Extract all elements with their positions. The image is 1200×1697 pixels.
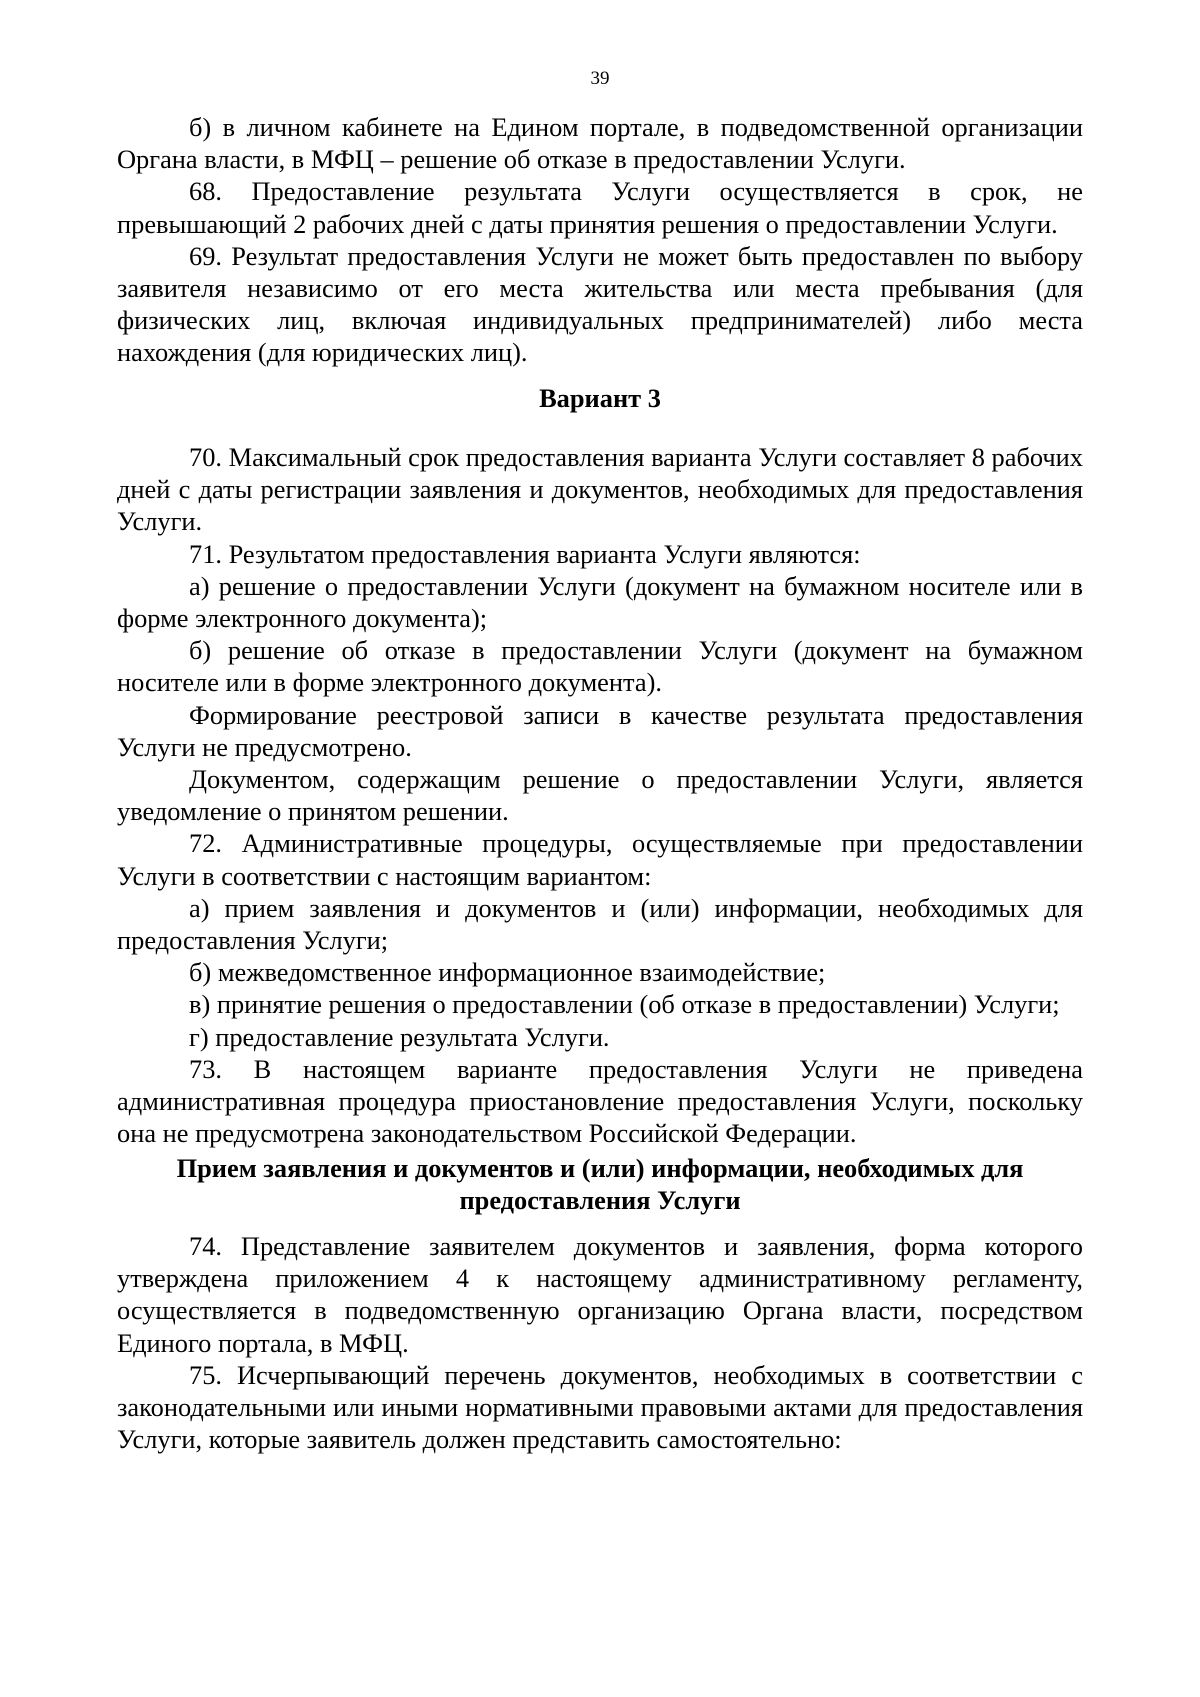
paragraph: Документом, содержащим решение о предоставлении Услуги, является уведомление о принятом решении. — [117, 764, 1083, 827]
paragraph: б) решение об отказе в предоставлении Услуги (документ на бумажном носителе или в форме электронного документа). — [117, 635, 1083, 698]
paragraph: г) предоставление результата Услуги. — [189, 1021, 610, 1052]
paragraph: б) межведомственное информационное взаимодействие; — [189, 957, 826, 988]
section-results-delivery — [117, 111, 1083, 369]
paragraph: 75. Исчерпывающий перечень документов, необходимых в соответствии с законодательными или иными нормативными правовыми актами для предоставления Услуги, которые заявитель должен представить самостоятельно: — [117, 1359, 1083, 1455]
paragraph: 71. Результатом предоставления варианта Услуги являются: — [189, 538, 861, 569]
paragraph: Формирование реестровой записи в качестве результата предоставления Услуги не предусмотрено. — [117, 699, 1083, 762]
paragraph: 69. Результат предоставления Услуги не может быть предоставлен по выбору заявителя независимо от его места жительства или места пребывания (для физических лиц, включая индивидуальных предпринимателей) либо места нахождения (для юридических лиц). — [117, 240, 1083, 368]
heading-variant-3: Вариант 3 — [539, 383, 661, 413]
heading-application-line-1: Прием заявления и документов и (или) информации, необходимых для — [176, 1153, 1024, 1183]
paragraph: 74. Представление заявителем документов и заявления, форма которого утверждена приложением 4 к настоящему административному регламенту, осуществляется в подведомственную организацию Органа власти, посредством Единого портала, в МФЦ. — [117, 1231, 1083, 1358]
paragraph: 70. Максимальный срок предоставления варианта Услуги составляет 8 рабочих дней с даты регистрации заявления и документов, необходимых для предоставления Услуги. — [117, 442, 1083, 537]
paragraph: 68. Предоставление результата Услуги осуществляется в срок, не превышающий 2 рабочих дней с даты принятия решения о предоставлении Услуги. — [117, 176, 1083, 239]
paragraph: а) прием заявления и документов и (или) информации, необходимых для предоставления Услуги; — [117, 892, 1083, 956]
paragraph: 73. В настоящем варианте предоставления Услуги не приведена административная процедура приостановление предоставления Услуги, поскольку она не предусмотрена законодательством Российской Федерации. — [117, 1053, 1083, 1149]
heading-variant-3-wrap — [117, 382, 1083, 414]
paragraph: в) принятие решения о предоставлении (об отказе в предоставлении) Услуги; — [189, 989, 1060, 1020]
page-number: 39 — [590, 68, 610, 89]
heading-application-line-2: предоставления Услуги — [459, 1185, 741, 1215]
section-application — [117, 1230, 1083, 1455]
paragraph: а) решение о предоставлении Услуги (документ на бумажном носителе или в форме электронного документа); — [117, 570, 1083, 634]
paragraph: 72. Административные процедуры, осуществляемые при предоставлении Услуги в соответствии с настоящим вариантом: — [117, 828, 1083, 891]
heading-application-wrap — [117, 1152, 1083, 1216]
paragraph: б) в личном кабинете на Едином портале, в подведомственной организации Органа власти, в МФЦ – решение об отказе в предоставлении Услуги. — [117, 112, 1083, 175]
section-variant-3 — [117, 441, 1083, 1149]
